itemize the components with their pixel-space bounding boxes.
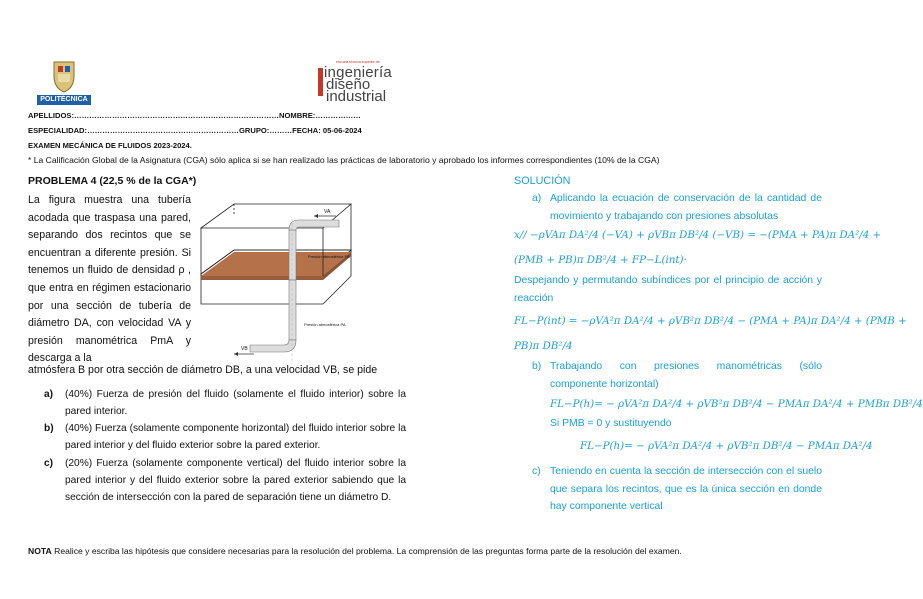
solution-c (532, 463, 822, 516)
exam-title: EXAMEN MECÁNICA DE FLUIDOS 2023-2024. (28, 141, 192, 150)
equation-3: FL−P(h)= − ρVA²π DA²/4 + ρVB²π DB²/4 − PMAπ DA²/4 + PMBπ DB²/4 (550, 398, 923, 410)
solution-title: SOLUCIÓN (514, 175, 571, 187)
school-logo-line3: industrial (326, 88, 387, 105)
figure-label-vb: VB (241, 346, 248, 352)
equation-2-line-1: FL−P(int) = −ρVA²π DA²/4 + ρVB²π DB²/4 − (PMA + PA)π DA²/4 + (PMB + (514, 315, 907, 327)
university-logo (36, 60, 92, 106)
item-text: (40%) Fuerza (solamente componente horizontal) del fluido interior sobre la pared interior y del fluido exterior sobre la pared exterior. (65, 423, 406, 451)
solution-b-text: Trabajando con presiones manométricas (sólo componente horizontal) (550, 361, 822, 390)
problem-figure (196, 194, 388, 364)
cga-note: * La Calificación Global de la Asignatura (CGA) sólo aplica si se han realizado las prácticas de laboratorio y aprobado los informes correspondientes (10% de la CGA) (28, 155, 660, 165)
apellidos-line: APELLIDOS:………………………………………………………………………NOMBRE:……………… (28, 111, 361, 120)
footer-note-label: NOTA (28, 546, 52, 556)
problem-item-a (44, 386, 406, 420)
equation-1-line-2: (PMB + PB)π DB²/4 + FP−L(int)· (514, 254, 687, 266)
item-label: b) (44, 423, 54, 434)
item-text: (20%) Fuerza (solamente componente vertical) del fluido interior sobre la pared interior y del fluido exterior sobre la pared exterior sabiendo que la sección de intersección con la pared de separación tiene un diámetro D. (65, 458, 406, 503)
problem-item-c (44, 455, 406, 506)
solution-a-text: Aplicando la ecuación de conservación de la cantidad de movimiento y trabajando con presiones absolutas (550, 193, 822, 222)
problem-item-b (44, 420, 406, 454)
footer-note-text: Realice y escriba las hipótesis que considere necesarias para la resolución del problema. La comprensión de las preguntas forma parte de la resolución del examen. (51, 546, 682, 556)
solution-b (532, 358, 822, 393)
item-text: (40%) Fuerza de presión del fluido (solamente el fluido interior) sobre la pared interior. (65, 389, 406, 417)
solution-despejando: Despejando y permutando subíndices por el principio de acción y reacción (514, 275, 822, 304)
especialidad-line: ESPECIALIDAD:……………………………………………………GRUPO:………FECHA: 05-06-2024 (28, 126, 362, 135)
school-logo-small: escuela técnica superior de (336, 60, 380, 64)
school-logo-line1: ingeniería (324, 64, 392, 81)
solution-a-label: a) (532, 193, 542, 204)
problem-title: PROBLEMA 4 (22,5 % de la CGA*) (28, 175, 197, 187)
figure-label-va: VA (324, 209, 331, 215)
footer-note (28, 546, 682, 556)
item-label: c) (44, 458, 54, 469)
figure-label-patm-a: Presión atmosférica PA (304, 322, 346, 327)
problem-statement-top: La figura muestra una tubería acodada que traspasa una pared, separando dos recintos que se encuentran a diferente presión. Si tenemos un fluido de densidad ρ , que entra en régimen estacionario por una sección de tubería de diámetro DA, con velocidad VA y presión manométrica PmA y descarga a la (28, 194, 191, 365)
equation-2-line-2: PB)π DB²/4 (514, 340, 573, 352)
school-logo (318, 58, 428, 104)
school-logo-red-mark (318, 68, 323, 96)
equation-4: FL−P(h)= − ρVA²π DA²/4 + ρVB²π DB²/4 − PMAπ DA²/4 (580, 440, 873, 452)
problem-statement-bottom: atmósfera B por otra sección de diámetro DB, a una velocidad VB, se pide (28, 364, 378, 376)
solution-a (532, 190, 822, 225)
solution-c-label: c) (532, 466, 541, 477)
solution-si-text: Si PMB = 0 y sustituyendo (550, 418, 672, 429)
figure-label-patm-b: Presión atmosférica PB (308, 254, 350, 259)
solution-b-label: b) (532, 361, 542, 372)
solution-c-text: Teniendo en cuenta la sección de intersección con el suelo que separa los recintos, que es la única sección en donde hay componente vertical (550, 466, 822, 513)
equation-1-line-1: x// −ρVAπ DA²/4 (−VA) + ρVBπ DB²/4 (−VB) = −(PMA + PA)π DA²/4 + (514, 229, 882, 241)
university-logo-text: POLITÉCNICA (40, 96, 88, 103)
school-logo-line2: diseño (326, 76, 371, 93)
item-label: a) (44, 389, 54, 400)
